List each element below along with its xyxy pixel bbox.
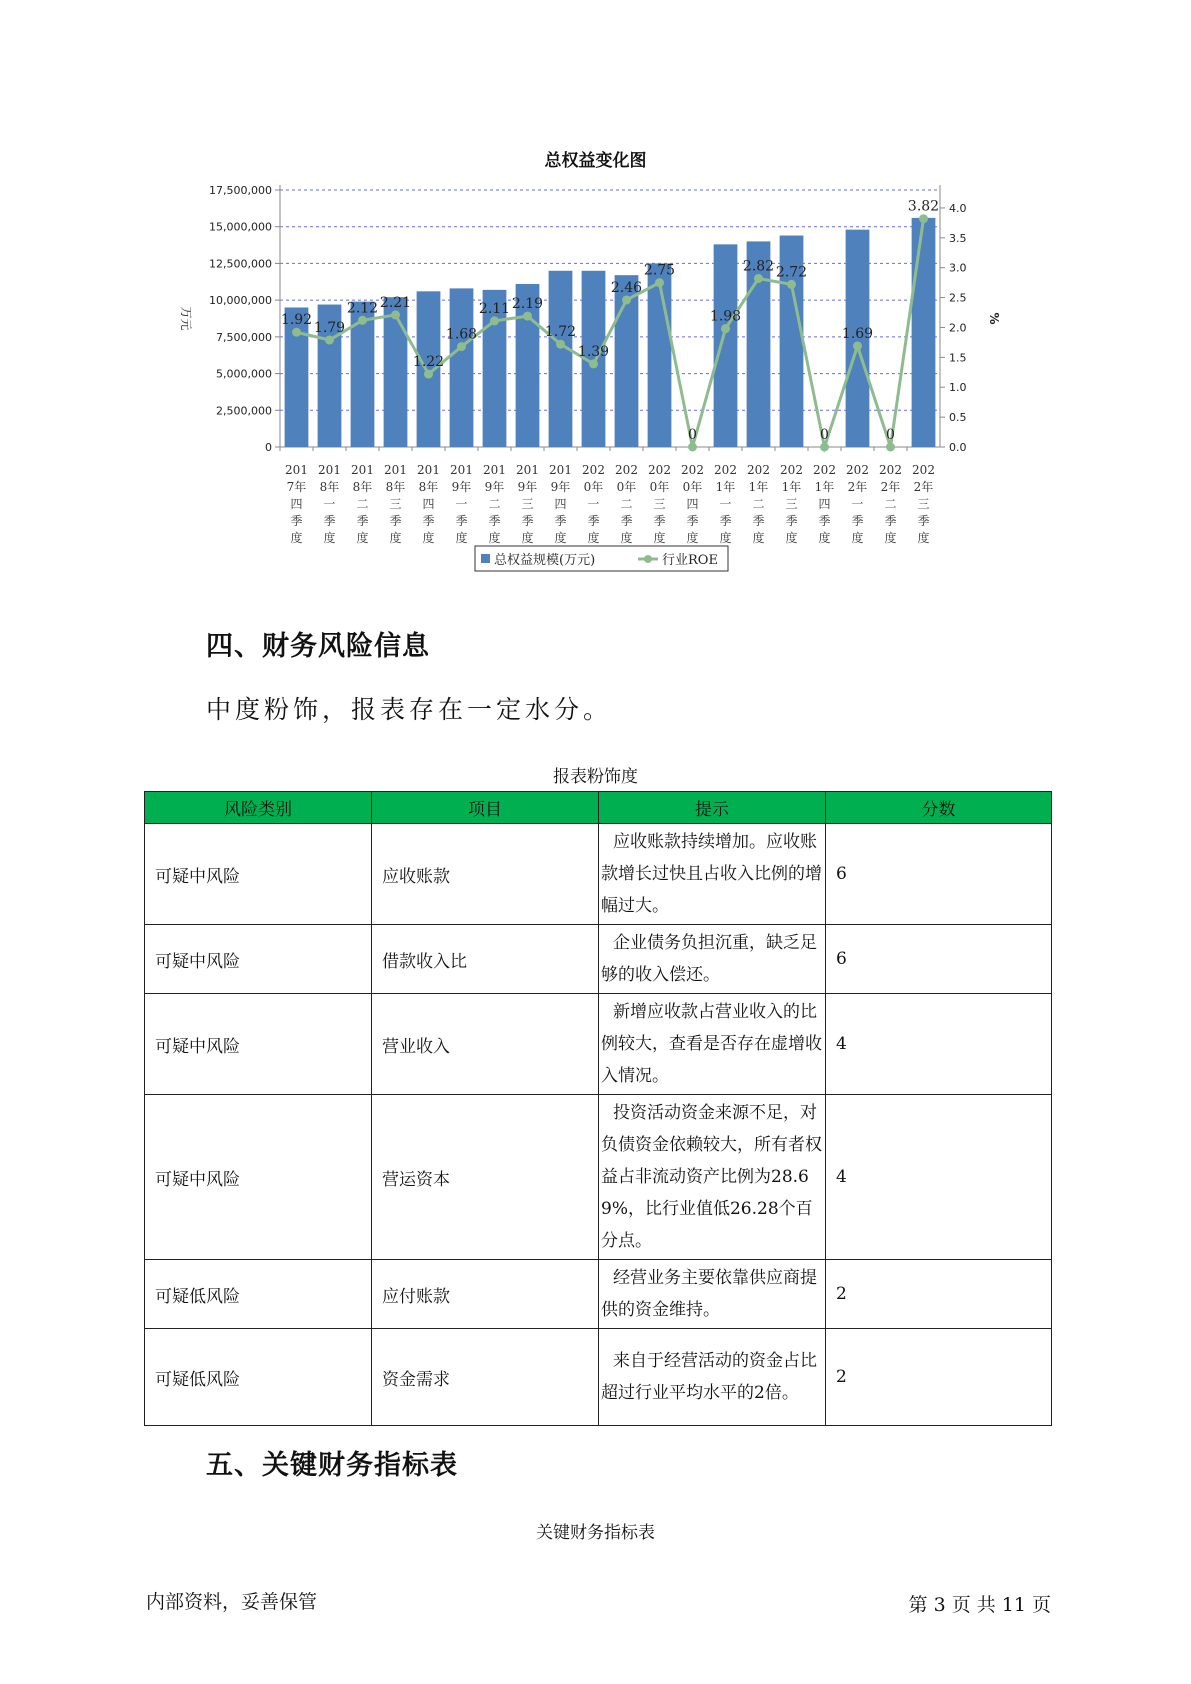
y-tick-label-right: 4.0 <box>949 201 967 215</box>
x-tick-label: 202 <box>780 463 803 477</box>
roe-data-label: 2.46 <box>610 279 643 296</box>
section5-heading: 五、关键财务指标表 <box>206 1450 458 1481</box>
roe-point <box>655 278 664 287</box>
table-row <box>145 994 1052 1095</box>
hint-cell: 应收账款持续增加。应收账款增长过快且占收入比例的增幅过大。 <box>599 824 826 925</box>
x-tick-label: 1年 <box>781 480 802 494</box>
roe-data-label: 2.21 <box>379 294 412 311</box>
x-tick-label: 三 <box>917 497 930 511</box>
roe-data-label: 1.92 <box>280 312 313 329</box>
x-tick-label: 201 <box>285 463 308 477</box>
table-row <box>145 1260 1052 1329</box>
x-tick-label: 一 <box>587 497 600 511</box>
table-header-row <box>145 792 1052 824</box>
x-tick-label: 度 <box>620 531 633 545</box>
y-tick-label-left: 12,500,000 <box>209 257 272 271</box>
x-tick-label: 季 <box>356 514 369 528</box>
roe-point <box>787 280 796 289</box>
x-tick-label: 度 <box>455 531 468 545</box>
x-tick-label: 度 <box>389 531 402 545</box>
x-tick-label: 度 <box>719 531 732 545</box>
roe-point <box>391 310 400 319</box>
x-tick-label: 9年 <box>484 480 505 494</box>
bar <box>549 271 573 447</box>
roe-point <box>556 340 565 349</box>
x-tick-label: 度 <box>884 531 897 545</box>
y-tick-label-right: 2.5 <box>949 291 967 305</box>
legend-label-bar: 总权益规模(万元) <box>494 553 596 568</box>
item-cell: 营业收入 <box>372 994 599 1095</box>
y-tick-label-right: 0.5 <box>949 411 967 425</box>
y-tick-label-right: 3.0 <box>949 261 967 275</box>
table-row <box>145 1095 1052 1260</box>
x-tick-label: 202 <box>879 463 902 477</box>
x-tick-label: 201 <box>384 463 407 477</box>
table-caption: 报表粉饰度 <box>553 767 638 787</box>
roe-point <box>490 316 499 325</box>
x-tick-label: 201 <box>351 463 374 477</box>
x-tick-label: 0年 <box>682 480 703 494</box>
x-tick-label: 201 <box>318 463 341 477</box>
footer-page-number: 第 3 页 共 11 页 <box>908 1594 1051 1616</box>
risk-category-cell: 可疑中风险 <box>145 1095 372 1260</box>
x-tick-label: 0年 <box>649 480 670 494</box>
roe-point <box>358 316 367 325</box>
x-tick-label: 季 <box>587 514 600 528</box>
item-cell: 借款收入比 <box>372 925 599 994</box>
equity-chart <box>170 172 1001 592</box>
x-tick-label: 202 <box>582 463 605 477</box>
x-tick-label: 季 <box>290 514 303 528</box>
x-tick-label: 季 <box>719 514 732 528</box>
risk-category-cell: 可疑中风险 <box>145 925 372 994</box>
y-axis-label-left: 万元 <box>179 306 193 331</box>
roe-data-label: 0 <box>688 427 697 443</box>
x-tick-label: 度 <box>554 531 567 545</box>
y-tick-label-right: 1.5 <box>949 351 967 365</box>
section4-body: 中度粉饰，报表存在一定水分。 <box>206 695 613 724</box>
roe-point <box>523 312 532 321</box>
x-tick-label: 201 <box>417 463 440 477</box>
x-tick-label: 201 <box>516 463 539 477</box>
x-tick-label: 1年 <box>715 480 736 494</box>
y-tick-label-left: 5,000,000 <box>216 367 272 381</box>
x-tick-label: 202 <box>615 463 638 477</box>
y-tick-label-right: 0.0 <box>949 441 967 454</box>
x-tick-label: 四 <box>422 497 435 511</box>
x-tick-label: 8年 <box>319 480 340 494</box>
score-cell: 2 <box>826 1329 1052 1426</box>
section4-heading: 四、财务风险信息 <box>206 631 430 662</box>
x-tick-label: 季 <box>851 514 864 528</box>
x-tick-label: 季 <box>686 514 699 528</box>
x-tick-label: 一 <box>851 497 864 511</box>
x-tick-label: 四 <box>554 497 567 511</box>
roe-point <box>754 274 763 283</box>
roe-data-label: 3.82 <box>907 198 940 215</box>
roe-point <box>622 295 631 304</box>
x-tick-label: 0年 <box>616 480 637 494</box>
x-tick-label: 季 <box>323 514 336 528</box>
x-tick-label: 季 <box>785 514 798 528</box>
roe-data-label: 1.69 <box>841 325 874 342</box>
x-tick-label: 四 <box>290 497 303 511</box>
legend-swatch-bar <box>481 554 490 563</box>
x-tick-label: 1年 <box>748 480 769 494</box>
x-tick-label: 二 <box>488 497 501 511</box>
roe-data-label: 1.98 <box>709 308 742 325</box>
x-tick-label: 二 <box>752 497 765 511</box>
hint-cell: 企业债务负担沉重，缺乏足够的收入偿还。 <box>599 925 826 994</box>
score-cell: 4 <box>826 994 1052 1095</box>
roe-data-label: 0 <box>886 427 895 443</box>
y-tick-label-left: 2,500,000 <box>216 404 272 418</box>
roe-data-label: 1.39 <box>577 343 610 360</box>
roe-data-label: 2.82 <box>742 258 775 275</box>
x-tick-label: 季 <box>389 514 402 528</box>
risk-category-cell: 可疑中风险 <box>145 994 372 1095</box>
x-tick-label: 度 <box>653 531 666 545</box>
bar <box>714 244 738 447</box>
x-tick-label: 季 <box>488 514 501 528</box>
x-tick-label: 202 <box>714 463 737 477</box>
item-cell: 应收账款 <box>372 824 599 925</box>
x-tick-label: 201 <box>549 463 572 477</box>
x-tick-label: 9年 <box>451 480 472 494</box>
legend-swatch-point <box>644 555 652 563</box>
x-tick-label: 季 <box>455 514 468 528</box>
roe-point <box>424 370 433 379</box>
x-tick-label: 度 <box>488 531 501 545</box>
x-tick-label: 9年 <box>550 480 571 494</box>
x-tick-label: 四 <box>686 497 699 511</box>
x-tick-label: 季 <box>521 514 534 528</box>
y-tick-label-right: 3.5 <box>949 231 967 245</box>
roe-data-label: 0 <box>820 427 829 443</box>
x-tick-label: 2年 <box>913 480 934 494</box>
hint-cell: 投资活动资金来源不足，对负债资金依赖较大，所有者权益占非流动资产比例为28.69%，比行业值低26.28个百分点。 <box>599 1095 826 1260</box>
legend-label-line: 行业ROE <box>662 553 718 568</box>
bar <box>912 218 936 447</box>
x-tick-label: 度 <box>785 531 798 545</box>
header-item: 项目 <box>372 792 599 824</box>
x-tick-label: 季 <box>818 514 831 528</box>
roe-data-label: 1.72 <box>544 324 577 341</box>
bar <box>384 297 408 447</box>
hint-cell: 经营业务主要依靠供应商提供的资金维持。 <box>599 1260 826 1329</box>
x-tick-label: 二 <box>620 497 633 511</box>
x-tick-label: 202 <box>912 463 935 477</box>
x-tick-label: 一 <box>323 497 336 511</box>
risk-table <box>144 791 1052 1426</box>
x-tick-label: 度 <box>422 531 435 545</box>
bar <box>648 263 672 447</box>
roe-point <box>325 336 334 345</box>
x-tick-label: 0年 <box>583 480 604 494</box>
score-cell: 6 <box>826 925 1052 994</box>
x-tick-label: 201 <box>483 463 506 477</box>
item-cell: 营运资本 <box>372 1095 599 1260</box>
x-tick-label: 8年 <box>352 480 373 494</box>
x-tick-label: 一 <box>719 497 732 511</box>
bar <box>450 288 474 447</box>
x-tick-label: 度 <box>752 531 765 545</box>
x-tick-label: 三 <box>521 497 534 511</box>
y-tick-label-right: 2.0 <box>949 321 967 335</box>
y-tick-label-left: 7,500,000 <box>216 330 272 344</box>
score-cell: 6 <box>826 824 1052 925</box>
y-tick-label-right: 1.0 <box>949 381 967 395</box>
roe-point <box>919 214 928 223</box>
roe-data-label: 2.12 <box>346 300 379 317</box>
roe-point <box>457 342 466 351</box>
header-hint: 提示 <box>599 792 826 824</box>
x-tick-label: 度 <box>818 531 831 545</box>
table-row <box>145 1329 1052 1426</box>
roe-data-label: 1.68 <box>445 326 478 343</box>
footer-confidential: 内部资料，妥善保管 <box>146 1591 318 1613</box>
y-tick-label-left: 0 <box>265 441 272 454</box>
item-cell: 应付账款 <box>372 1260 599 1329</box>
hint-cell: 来自于经营活动的资金占比超过行业平均水平的2倍。 <box>599 1329 826 1426</box>
x-tick-label: 二 <box>884 497 897 511</box>
table-row <box>145 925 1052 994</box>
score-cell: 2 <box>826 1260 1052 1329</box>
x-tick-label: 季 <box>917 514 930 528</box>
item-cell: 资金需求 <box>372 1329 599 1426</box>
roe-data-label: 2.11 <box>478 300 511 317</box>
roe-point <box>820 443 829 452</box>
x-tick-label: 度 <box>323 531 336 545</box>
x-tick-label: 度 <box>917 531 930 545</box>
roe-point <box>292 328 301 337</box>
table-row <box>145 824 1052 925</box>
x-tick-label: 1年 <box>814 480 835 494</box>
risk-category-cell: 可疑低风险 <box>145 1260 372 1329</box>
y-axis-label-right: % <box>987 312 1001 325</box>
x-tick-label: 季 <box>554 514 567 528</box>
x-tick-label: 度 <box>521 531 534 545</box>
y-tick-label-left: 15,000,000 <box>209 220 272 234</box>
x-tick-label: 季 <box>422 514 435 528</box>
x-tick-label: 202 <box>681 463 704 477</box>
header-risk-category: 风险类别 <box>145 792 372 824</box>
x-tick-label: 201 <box>450 463 473 477</box>
roe-data-label: 1.22 <box>412 354 445 371</box>
x-tick-label: 季 <box>653 514 666 528</box>
hint-cell: 新增应收款占营业收入的比例较大，查看是否存在虚增收入情况。 <box>599 994 826 1095</box>
chart-title: 总权益变化图 <box>544 151 647 171</box>
header-score: 分数 <box>826 792 1052 824</box>
x-tick-label: 二 <box>356 497 369 511</box>
x-tick-label: 202 <box>813 463 836 477</box>
x-tick-label: 度 <box>686 531 699 545</box>
y-tick-label-left: 17,500,000 <box>209 184 272 197</box>
x-tick-label: 202 <box>846 463 869 477</box>
x-tick-label: 202 <box>648 463 671 477</box>
roe-point <box>721 324 730 333</box>
x-tick-label: 季 <box>620 514 633 528</box>
roe-point <box>589 359 598 368</box>
x-tick-label: 7年 <box>286 480 307 494</box>
roe-point <box>886 443 895 452</box>
x-tick-label: 三 <box>389 497 402 511</box>
y-tick-label-left: 10,000,000 <box>209 294 272 308</box>
x-tick-label: 三 <box>785 497 798 511</box>
roe-data-label: 2.75 <box>643 262 676 279</box>
roe-data-label: 2.19 <box>511 296 544 313</box>
x-tick-label: 8年 <box>418 480 439 494</box>
x-tick-label: 度 <box>356 531 369 545</box>
x-tick-label: 2年 <box>847 480 868 494</box>
roe-point <box>688 443 697 452</box>
x-tick-label: 9年 <box>517 480 538 494</box>
x-tick-label: 四 <box>818 497 831 511</box>
roe-data-label: 2.72 <box>775 264 808 281</box>
score-cell: 4 <box>826 1095 1052 1260</box>
roe-data-label: 1.79 <box>313 320 346 337</box>
x-tick-label: 8年 <box>385 480 406 494</box>
x-tick-label: 度 <box>587 531 600 545</box>
x-tick-label: 季 <box>752 514 765 528</box>
x-tick-label: 202 <box>747 463 770 477</box>
x-tick-label: 度 <box>290 531 303 545</box>
x-tick-label: 一 <box>455 497 468 511</box>
roe-point <box>853 341 862 350</box>
x-tick-label: 季 <box>884 514 897 528</box>
x-tick-label: 三 <box>653 497 666 511</box>
risk-category-cell: 可疑低风险 <box>145 1329 372 1426</box>
risk-category-cell: 可疑中风险 <box>145 824 372 925</box>
table2-caption: 关键财务指标表 <box>536 1523 655 1543</box>
x-tick-label: 2年 <box>880 480 901 494</box>
x-tick-label: 度 <box>851 531 864 545</box>
